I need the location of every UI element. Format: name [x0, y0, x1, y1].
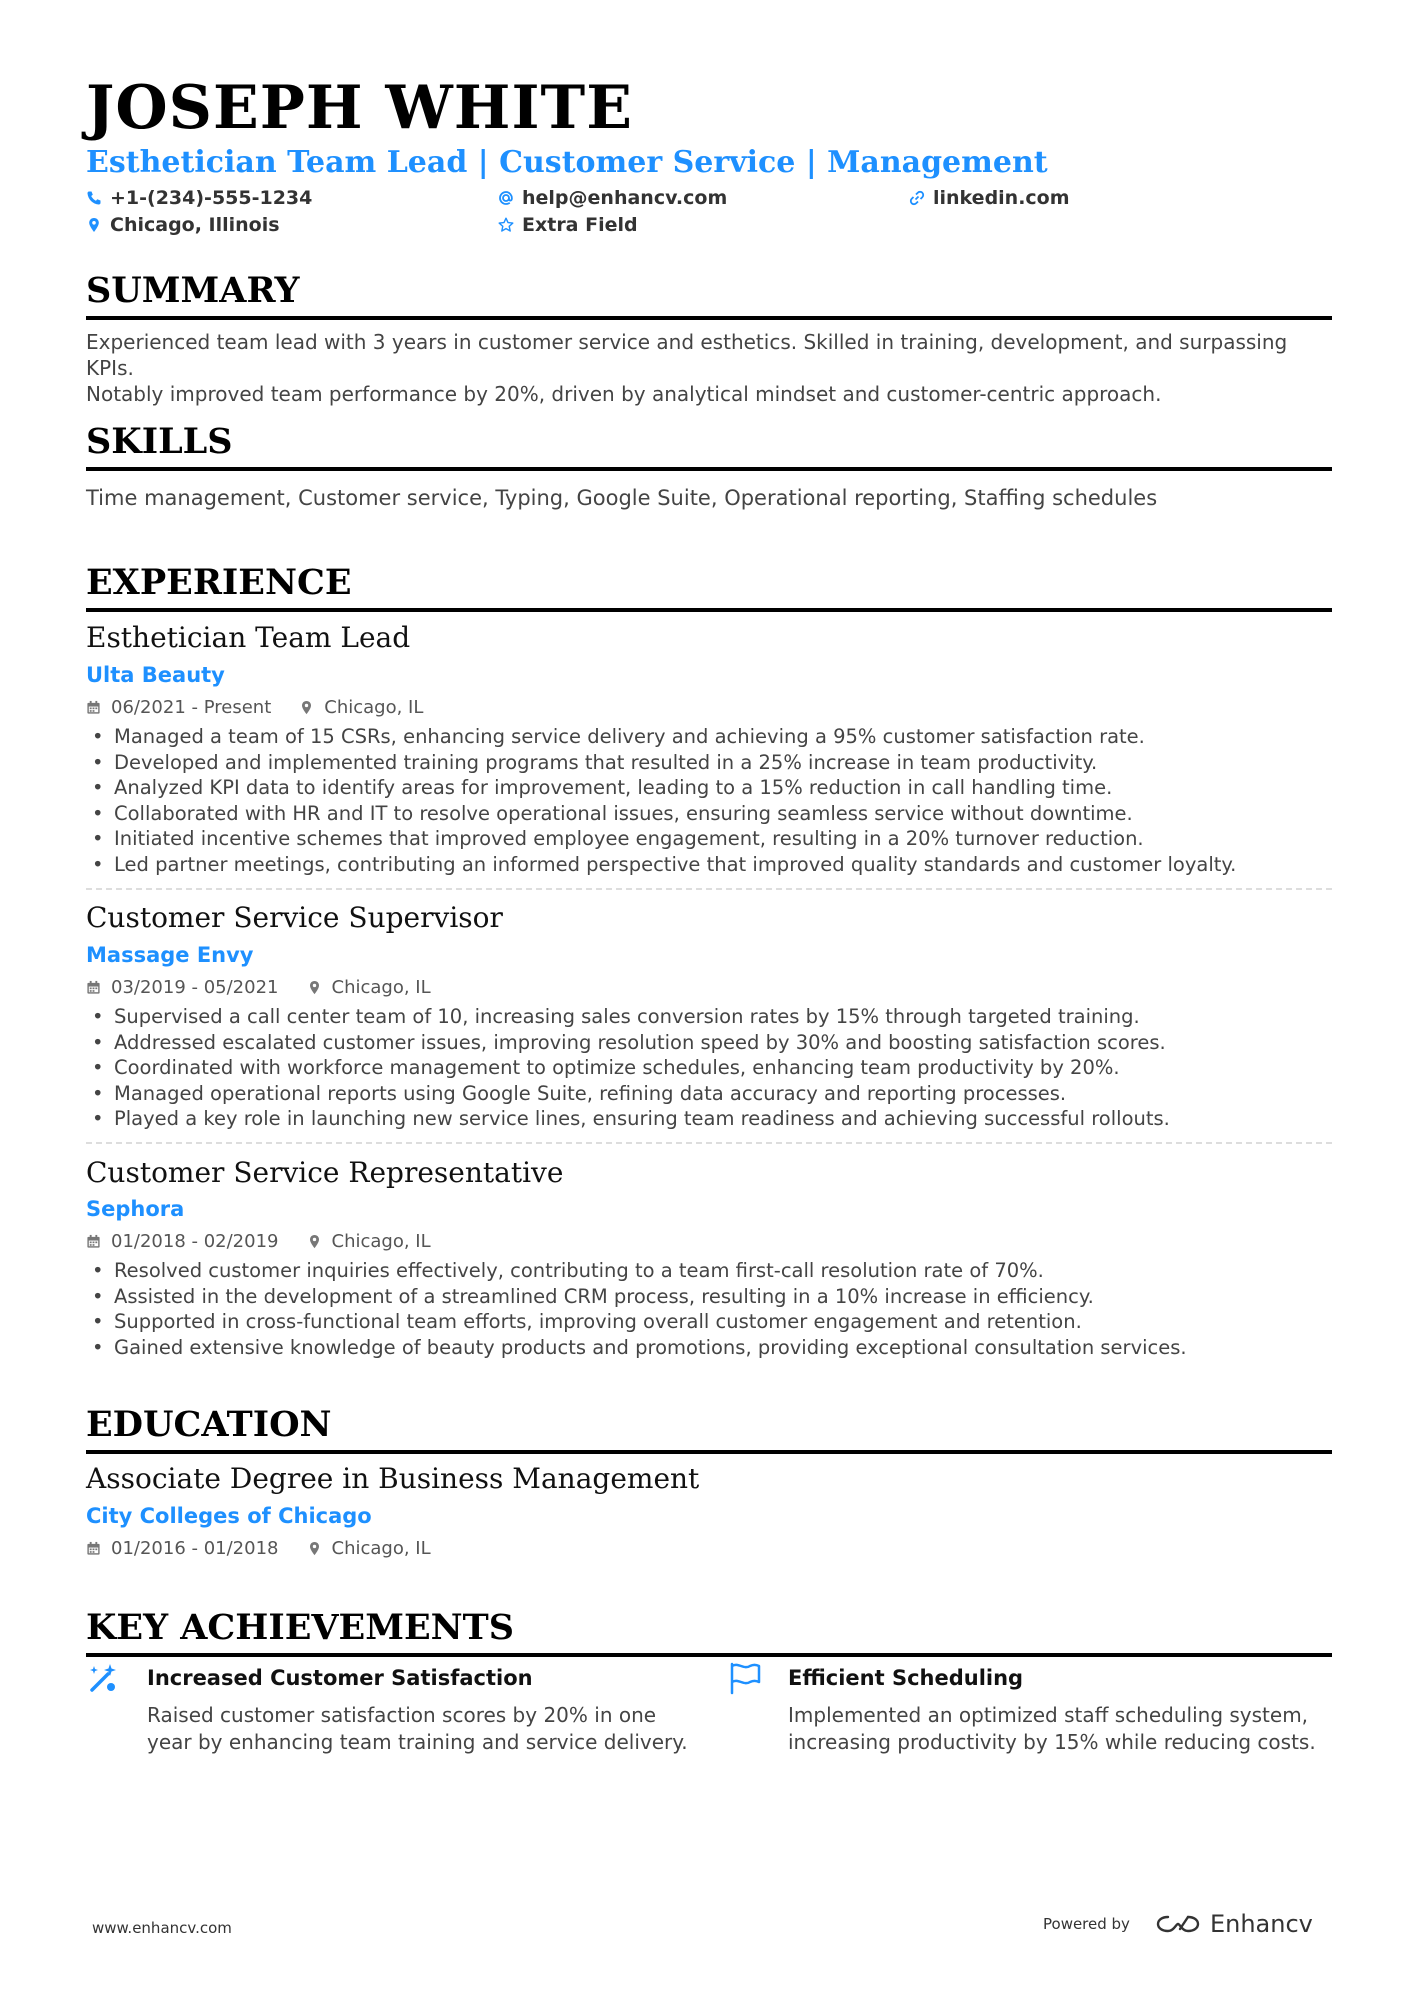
- bullet-item: • Coordinated with workforce management to optimize schedules, enhancing team productivity by 20%.: [86, 1055, 1332, 1081]
- location-pin-icon: [86, 217, 102, 233]
- job-bullets: [86, 1258, 1332, 1360]
- bullet-item: • Played a key role in launching new service lines, ensuring team readiness and achieving successful rollouts.: [86, 1106, 1332, 1132]
- job-location: Chicago, IL: [331, 977, 431, 998]
- location-pin-icon: [307, 980, 322, 995]
- job-dates: 03/2019 - 05/2021: [111, 977, 279, 998]
- bullet-item: • Collaborated with HR and IT to resolve operational issues, ensuring seamless service without downtime.: [86, 801, 1332, 827]
- contact-extra: [498, 214, 638, 236]
- email-text: help@enhancv.com: [522, 187, 728, 209]
- job-title: Customer Service Representative: [86, 1156, 564, 1189]
- job-dates: 06/2021 - Present: [111, 697, 272, 718]
- education-heading: EDUCATION: [86, 1407, 1332, 1454]
- bullet-item: • Analyzed KPI data to identify areas for improvement, leading to a 15% reduction in call handling time.: [86, 775, 1332, 801]
- company-name: Ulta Beauty: [86, 663, 225, 687]
- bullet-item: • Addressed escalated customer issues, improving resolution speed by 30% and boosting satisfaction scores.: [86, 1030, 1332, 1056]
- job-location: Chicago, IL: [331, 1231, 431, 1252]
- linkedin-text: linkedin.com: [933, 187, 1070, 209]
- location-text: Chicago, Illinois: [110, 214, 280, 236]
- location-pin-icon: [299, 700, 314, 715]
- footer-branding: [1043, 1910, 1313, 1938]
- job-location: Chicago, IL: [324, 697, 424, 718]
- star-icon: [498, 217, 514, 233]
- contact-email[interactable]: [498, 187, 727, 209]
- job-location-group: [307, 977, 431, 998]
- summary-heading: SUMMARY: [86, 273, 1332, 320]
- calendar-icon: [86, 700, 101, 715]
- job-location-group: [299, 697, 423, 718]
- company-name: Massage Envy: [86, 943, 254, 967]
- contact-linkedin[interactable]: [909, 187, 1070, 209]
- location-pin-icon: [307, 1541, 322, 1556]
- contact-location: [86, 214, 280, 236]
- school-name: City Colleges of Chicago: [86, 1504, 372, 1528]
- experience-heading: EXPERIENCE: [86, 565, 1332, 612]
- enhancv-logo-icon: [1154, 1912, 1202, 1936]
- calendar-icon: [86, 980, 101, 995]
- job-bullets: [86, 724, 1332, 878]
- bullet-item: • Initiated incentive schemes that improved employee engagement, resulting in a 20% turnover reduction.: [86, 826, 1332, 852]
- extra-text: Extra Field: [522, 214, 638, 236]
- flag-icon: [727, 1660, 763, 1696]
- achievement-title: Increased Customer Satisfaction: [147, 1666, 533, 1690]
- bullet-item: • Managed a team of 15 CSRs, enhancing service delivery and achieving a 95% customer satisfaction rate.: [86, 724, 1332, 750]
- bullet-item: • Developed and implemented training programs that resulted in a 25% increase in team productivity.: [86, 750, 1332, 776]
- powered-by-label: Powered by: [1043, 1915, 1130, 1933]
- footer-website[interactable]: www.enhancv.com: [92, 1919, 232, 1937]
- job-title: Customer Service Supervisor: [86, 901, 503, 934]
- job-title: Esthetician Team Lead: [86, 621, 411, 654]
- candidate-name: JOSEPH WHITE: [86, 73, 633, 143]
- skills-text: Time management, Customer service, Typing, Google Suite, Operational reporting, Staffing schedules: [86, 486, 1158, 510]
- magic-wand-icon: [86, 1660, 122, 1696]
- candidate-headline: Esthetician Team Lead | Customer Service | Management: [86, 145, 1048, 180]
- job-dates: 01/2018 - 02/2019: [111, 1231, 279, 1252]
- company-name: Sephora: [86, 1197, 185, 1221]
- contact-phone[interactable]: [86, 187, 312, 209]
- summary-text: [86, 329, 1332, 407]
- job-meta: [86, 697, 423, 718]
- bullet-item: • Gained extensive knowledge of beauty products and promotions, providing exceptional consultation services.: [86, 1335, 1332, 1361]
- job-divider: [86, 1142, 1332, 1144]
- brand-name: Enhancv: [1209, 1910, 1313, 1938]
- achievement-desc: Implemented an optimized staff scheduling system, increasing productivity by 15% while reducing costs.: [788, 1703, 1316, 1754]
- education-location-group: [307, 1538, 431, 1559]
- job-divider: [86, 888, 1332, 890]
- phone-icon: [86, 190, 102, 206]
- job-location-group: [307, 1231, 431, 1252]
- summary-line: Notably improved team performance by 20%, driven by analytical mindset and customer-centric approach.: [86, 382, 1162, 406]
- job-meta: [86, 977, 431, 998]
- bullet-item: • Supervised a call center team of 10, increasing sales conversion rates by 15% through targeted training.: [86, 1004, 1332, 1030]
- education-dates: 01/2016 - 01/2018: [111, 1538, 279, 1559]
- brand-logo[interactable]: [1154, 1910, 1313, 1938]
- achievements-heading: KEY ACHIEVEMENTS: [86, 1610, 1332, 1657]
- phone-text: +1-(234)-555-1234: [110, 187, 313, 209]
- bullet-item: • Managed operational reports using Google Suite, refining data accuracy and reporting processes.: [86, 1081, 1332, 1107]
- bullet-item: • Led partner meetings, contributing an informed perspective that improved quality standards and customer loyalty.: [86, 852, 1332, 878]
- summary-line: Experienced team lead with 3 years in customer service and esthetics. Skilled in training, development, and surpassing KPIs.: [86, 330, 1288, 380]
- location-pin-icon: [307, 1234, 322, 1249]
- bullet-item: • Assisted in the development of a streamlined CRM process, resulting in a 10% increase in efficiency.: [86, 1284, 1332, 1310]
- degree-title: Associate Degree in Business Management: [86, 1462, 700, 1495]
- calendar-icon: [86, 1234, 101, 1249]
- bullet-item: • Supported in cross-functional team efforts, improving overall customer engagement and retention.: [86, 1309, 1332, 1335]
- achievement-title: Efficient Scheduling: [788, 1666, 1024, 1690]
- calendar-icon: [86, 1541, 101, 1556]
- job-bullets: [86, 1004, 1332, 1132]
- bullet-item: • Resolved customer inquiries effectively, contributing to a team first-call resolution rate of 70%.: [86, 1258, 1332, 1284]
- skills-heading: SKILLS: [86, 424, 1332, 471]
- link-icon: [909, 190, 925, 206]
- education-location: Chicago, IL: [331, 1538, 431, 1559]
- at-icon: [498, 190, 514, 206]
- job-meta: [86, 1231, 431, 1252]
- achievement-desc: Raised customer satisfaction scores by 20% in one year by enhancing team training and service delivery.: [147, 1703, 688, 1754]
- education-meta: [86, 1538, 431, 1559]
